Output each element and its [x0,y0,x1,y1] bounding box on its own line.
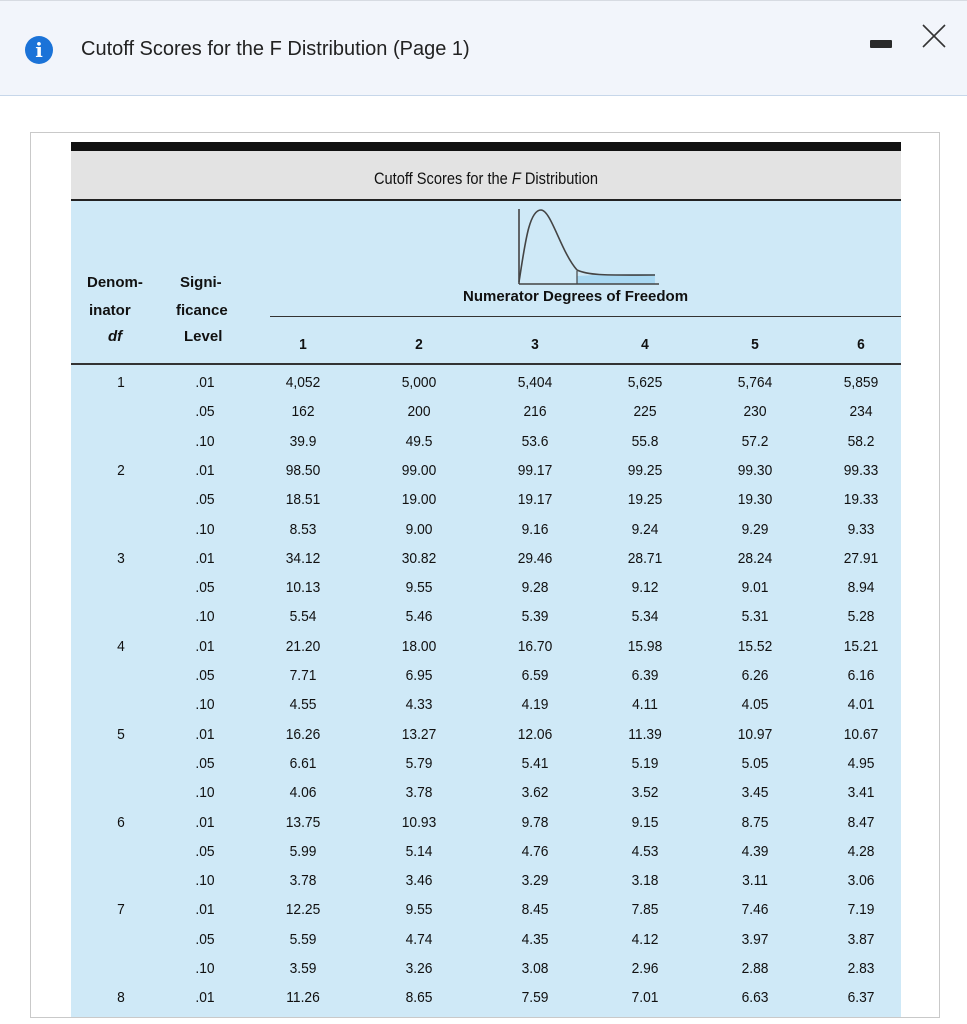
numerator-col-1: 1 [299,336,307,353]
cutoff-value-cell: 4.74 [405,931,433,948]
cutoff-value-cell: 18.51 [285,491,321,508]
cutoff-value-cell: 12.25 [285,901,321,918]
cutoff-value-cell: 3.29 [521,872,549,889]
significance-level-cell: .01 [195,638,215,655]
significance-level-cell: .01 [195,726,215,743]
significance-level-cell: .01 [195,374,215,391]
cutoff-value-cell: 3.97 [741,931,769,948]
cutoff-value-cell: 29.46 [517,550,553,567]
cutoff-value-cell: 6.26 [741,667,769,684]
cutoff-value-cell: 5.41 [521,755,549,772]
cutoff-value-cell: 28.71 [627,550,663,567]
f-distribution-table [71,142,901,1017]
cutoff-value-cell: 8.45 [521,901,549,918]
cutoff-value-cell: 5.99 [289,843,317,860]
cutoff-value-cell: 225 [633,403,657,420]
cutoff-value-cell: 4.12 [631,931,659,948]
significance-level-cell: .01 [195,989,215,1006]
cutoff-value-cell: 6.16 [847,667,875,684]
significance-level-cell: .01 [195,814,215,831]
dialog-title: Cutoff Scores for the F Distribution (Page 1) [81,38,470,60]
cutoff-value-cell: 99.30 [737,462,773,479]
numerator-col-5: 5 [751,336,759,353]
cutoff-value-cell: 21.20 [285,638,321,655]
cutoff-value-cell: 39.9 [289,433,317,450]
significance-header-line3: Level [184,328,223,345]
cutoff-value-cell: 162 [291,403,315,420]
cutoff-value-cell: 9.33 [847,521,875,538]
cutoff-value-cell: 19.00 [401,491,437,508]
cutoff-value-cell: 5.05 [741,755,769,772]
cutoff-value-cell: 9.55 [405,901,433,918]
cutoff-value-cell: 9.29 [741,521,769,538]
cutoff-value-cell: 4.76 [521,843,549,860]
cutoff-value-cell: 4.95 [847,755,875,772]
cutoff-value-cell: 9.78 [521,814,549,831]
table-caption: Cutoff Scores for the F Distribution [373,169,599,188]
dialog-titlebar [0,0,967,96]
table-caption-band [71,151,901,201]
cutoff-value-cell: 4.11 [632,696,658,713]
cutoff-value-cell: 10.97 [737,726,773,743]
denominator-df-cell: 3 [117,550,125,567]
cutoff-value-cell: 99.17 [517,462,553,479]
cutoff-value-cell: 6.59 [521,667,549,684]
header-bottom-rule [71,363,901,365]
cutoff-value-cell: 4.19 [521,696,549,713]
cutoff-value-cell: 99.33 [843,462,879,479]
cutoff-value-cell: 8.65 [405,989,433,1006]
cutoff-value-cell: 5.31 [741,608,769,625]
cutoff-value-cell: 6.39 [631,667,659,684]
significance-level-cell: .10 [195,696,215,713]
cutoff-value-cell: 28.24 [737,550,773,567]
cutoff-value-cell: 19.33 [843,491,879,508]
cutoff-value-cell: 5.54 [289,608,317,625]
cutoff-value-cell: 49.5 [405,433,433,450]
cutoff-value-cell: 230 [743,403,767,420]
denominator-df-cell: 7 [117,901,125,918]
significance-level-cell: .10 [195,608,215,625]
cutoff-value-cell: 9.15 [631,814,659,831]
cutoff-value-cell: 8.75 [741,814,769,831]
denominator-df-cell: 1 [117,374,125,391]
cutoff-value-cell: 4.01 [847,696,875,713]
numerator-col-3: 3 [531,336,539,353]
cutoff-value-cell: 34.12 [285,550,321,567]
significance-header-line1: Signi- [180,274,222,291]
cutoff-value-cell: 3.46 [405,872,433,889]
cutoff-value-cell: 3.78 [289,872,317,889]
significance-level-cell: .05 [195,491,215,508]
cutoff-value-cell: 13.27 [401,726,437,743]
cutoff-value-cell: 13.75 [285,814,321,831]
denom-header-line3: df [108,328,123,345]
cutoff-value-cell: 2.83 [847,960,875,977]
cutoff-value-cell: 4.06 [289,784,317,801]
significance-level-cell: .05 [195,755,215,772]
cutoff-value-cell: 3.87 [847,931,875,948]
numerator-col-2: 2 [415,336,423,353]
significance-level-cell: .10 [195,872,215,889]
significance-header-line2: ficance [176,302,228,319]
cutoff-value-cell: 4.33 [405,696,433,713]
numerator-header: Numerator Degrees of Freedom [463,288,689,305]
cutoff-value-cell: 9.24 [631,521,659,538]
cutoff-value-cell: 5,764 [737,374,773,391]
cutoff-value-cell: 3.18 [631,872,659,889]
cutoff-value-cell: 5,859 [843,374,879,391]
cutoff-value-cell: 3.06 [847,872,875,889]
significance-level-cell: .05 [195,579,215,596]
cutoff-value-cell: 4.53 [631,843,659,860]
cutoff-value-cell: 8.94 [847,579,875,596]
cutoff-value-cell: 11.39 [628,726,662,743]
cutoff-value-cell: 16.70 [517,638,553,655]
cutoff-value-cell: 11.26 [286,989,320,1006]
denom-header-line2: inator [89,302,131,319]
cutoff-value-cell: 19.25 [627,491,663,508]
cutoff-value-cell: 58.2 [847,433,875,450]
cutoff-value-cell: 3.52 [631,784,659,801]
cutoff-value-cell: 9.00 [405,521,433,538]
significance-level-cell: .01 [195,901,215,918]
cutoff-value-cell: 7.46 [741,901,769,918]
cutoff-value-cell: 4,052 [285,374,321,391]
cutoff-value-cell: 6.61 [289,755,317,772]
cutoff-value-cell: 6.63 [741,989,769,1006]
cutoff-value-cell: 12.06 [517,726,553,743]
cutoff-value-cell: 9.12 [631,579,659,596]
cutoff-value-cell: 4.05 [741,696,769,713]
cutoff-value-cell: 9.28 [521,579,549,596]
cutoff-value-cell: 99.00 [401,462,437,479]
cutoff-value-cell: 234 [849,403,873,420]
cutoff-value-cell: 9.55 [405,579,433,596]
cutoff-value-cell: 200 [407,403,431,420]
cutoff-value-cell: 19.17 [517,491,553,508]
cutoff-value-cell: 10.13 [285,579,321,596]
cutoff-value-cell: 27.91 [843,550,879,567]
cutoff-value-cell: 57.2 [741,433,769,450]
cutoff-value-cell: 3.62 [521,784,549,801]
cutoff-value-cell: 9.16 [521,521,549,538]
cutoff-value-cell: 30.82 [401,550,437,567]
denominator-df-cell: 2 [117,462,125,479]
cutoff-value-cell: 4.28 [847,843,875,860]
table-image-frame [30,132,940,1018]
cutoff-value-cell: 53.6 [521,433,549,450]
cutoff-value-cell: 5,625 [627,374,663,391]
close-icon[interactable] [921,23,947,49]
cutoff-value-cell: 4.55 [289,696,317,713]
minimize-button[interactable] [870,40,892,48]
cutoff-value-cell: 7.59 [521,989,549,1006]
cutoff-value-cell: 6.95 [405,667,433,684]
cutoff-value-cell: 10.93 [401,814,437,831]
cutoff-value-cell: 8.47 [847,814,875,831]
cutoff-value-cell: 15.52 [737,638,773,655]
significance-level-cell: .05 [195,667,215,684]
numerator-col-6: 6 [857,336,865,353]
denominator-df-cell: 8 [117,989,125,1006]
denom-header-line1: Denom- [87,274,143,291]
cutoff-value-cell: 15.98 [627,638,663,655]
cutoff-value-cell: 16.26 [285,726,321,743]
cutoff-value-cell: 3.08 [521,960,549,977]
cutoff-value-cell: 7.19 [847,901,875,918]
cutoff-value-cell: 4.35 [521,931,549,948]
significance-level-cell: .10 [195,521,215,538]
significance-level-cell: .05 [195,931,215,948]
cutoff-value-cell: 3.45 [741,784,769,801]
cutoff-value-cell: 5.34 [631,608,659,625]
significance-level-cell: .01 [195,462,215,479]
cutoff-value-cell: 15.21 [843,638,879,655]
significance-level-cell: .10 [195,433,215,450]
denominator-df-cell: 5 [117,726,125,743]
significance-level-cell: .10 [195,784,215,801]
cutoff-value-cell: 5.46 [405,608,433,625]
denominator-df-cell: 6 [117,814,125,831]
significance-level-cell: .10 [195,960,215,977]
cutoff-value-cell: 3.41 [847,784,875,801]
cutoff-value-cell: 6.37 [847,989,875,1006]
cutoff-value-cell: 8.53 [289,521,317,538]
cutoff-value-cell: 7.85 [631,901,659,918]
cutoff-value-cell: 216 [523,403,547,420]
table-top-rule [71,142,901,151]
cutoff-value-cell: 5.28 [847,608,875,625]
cutoff-value-cell: 18.00 [401,638,437,655]
cutoff-value-cell: 2.88 [741,960,769,977]
cutoff-value-cell: 5,404 [517,374,553,391]
cutoff-value-cell: 3.26 [405,960,433,977]
cutoff-value-cell: 5.19 [631,755,659,772]
cutoff-value-cell: 7.71 [289,667,317,684]
cutoff-value-cell: 4.39 [741,843,769,860]
cutoff-value-cell: 3.78 [405,784,433,801]
f-distribution-curve-icon [515,204,659,288]
cutoff-value-cell: 98.50 [285,462,321,479]
numerator-header-rule [270,316,901,317]
cutoff-value-cell: 99.25 [627,462,663,479]
significance-level-cell: .05 [195,843,215,860]
cutoff-value-cell: 5.59 [289,931,317,948]
cutoff-value-cell: 5.39 [521,608,549,625]
info-icon: i [25,36,53,64]
cutoff-value-cell: 9.01 [741,579,769,596]
significance-level-cell: .05 [195,403,215,420]
cutoff-value-cell: 3.59 [289,960,317,977]
numerator-col-4: 4 [641,336,649,353]
cutoff-value-cell: 2.96 [631,960,659,977]
significance-level-cell: .01 [195,550,215,567]
cutoff-value-cell: 55.8 [631,433,659,450]
cutoff-value-cell: 19.30 [737,491,773,508]
denominator-df-cell: 4 [117,638,125,655]
cutoff-value-cell: 7.01 [631,989,659,1006]
cutoff-value-cell: 3.11 [742,872,768,889]
cutoff-value-cell: 5.14 [405,843,433,860]
cutoff-value-cell: 10.67 [843,726,879,743]
cutoff-value-cell: 5,000 [401,374,437,391]
cutoff-value-cell: 5.79 [405,755,433,772]
